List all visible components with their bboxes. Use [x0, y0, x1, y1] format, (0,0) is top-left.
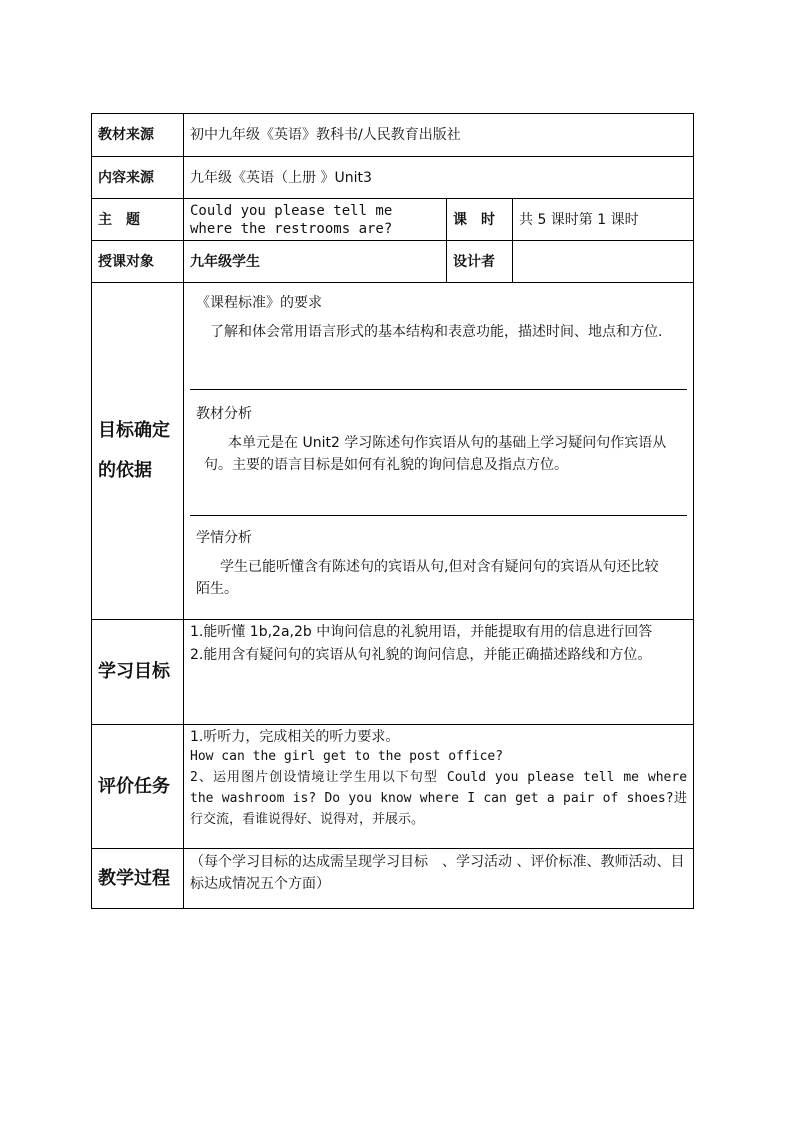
task-line-2: How can the girl get to the post office?	[190, 749, 504, 764]
task-line-3: 2、运用图片创设情境让学生用以下句型 Could you please tell me where the washroom is? Do you know where I can get a pair of shoes?进行交流，看谁说得好、说得对，并展示。	[190, 770, 688, 827]
learner-title: 学情分析	[196, 530, 252, 546]
row-basis	[92, 283, 694, 620]
audience-label: 授课对象	[92, 241, 184, 283]
row-audience	[92, 241, 694, 283]
tasks-content	[184, 725, 694, 849]
process-label: 教学过程	[92, 849, 184, 909]
goal-item-1: 1.能听懂 1b,2a,2b 中询问信息的礼貌用语，并能提取有用的信息进行回答	[190, 624, 653, 640]
period-value: 共 5 课时第 1 课时	[513, 199, 694, 241]
audience-value: 九年级学生	[184, 241, 447, 283]
basis-content	[184, 283, 694, 620]
textbook-section	[190, 390, 687, 516]
tasks-label: 评价任务	[92, 725, 184, 849]
row-source	[92, 114, 694, 157]
topic-label: 主 题	[92, 199, 184, 241]
content-label: 内容来源	[92, 157, 184, 199]
row-content	[92, 157, 694, 199]
designer-label: 设计者	[447, 241, 513, 283]
basis-label	[92, 283, 184, 620]
source-label: 教材来源	[92, 114, 184, 157]
standard-section	[190, 283, 687, 390]
lesson-plan-table	[91, 113, 694, 909]
basis-label-line1: 目标确定	[98, 420, 170, 441]
source-value: 初中九年级《英语》教科书/人民教育出版社	[184, 114, 694, 157]
designer-value	[513, 241, 694, 283]
goals-label: 学习目标	[92, 620, 184, 725]
basis-label-line2: 的依据	[98, 460, 152, 481]
task-line-1: 1.听听力，完成相关的听力要求。	[190, 729, 400, 745]
row-topic	[92, 199, 694, 241]
learner-section	[190, 516, 687, 619]
textbook-title: 教材分析	[196, 406, 252, 422]
topic-value: Could you please tell me where the restrooms are?	[184, 199, 447, 241]
goal-item-2: 2.能用含有疑问句的宾语从句礼貌的询问信息，并能正确描述路线和方位。	[190, 647, 652, 663]
learner-text: 学生已能听懂含有陈述句的宾语从句,但对含有疑问句的宾语从句还比较陌生。	[196, 559, 659, 597]
goals-content	[184, 620, 694, 725]
content-value: 九年级《英语（上册 》Unit3	[184, 157, 694, 199]
process-text: （每个学习目标的达成需呈现学习目标 、学习活动 、评价标准、教师活动、目标达成情况五个方面）	[184, 849, 694, 909]
standard-title: 《课程标准》的要求	[196, 295, 322, 311]
row-goals	[92, 620, 694, 725]
standard-text: 了解和体会常用语言形式的基本结构和表意功能，描述时间、地点和方位.	[210, 324, 663, 340]
period-label: 课 时	[447, 199, 513, 241]
textbook-text: 本单元是在 Unit2 学习陈述句作宾语从句的基础上学习疑问句作宾语从句。主要的语言目标是如何有礼貌的询问信息及指点方位。	[204, 435, 667, 473]
row-tasks	[92, 725, 694, 849]
row-process	[92, 849, 694, 909]
